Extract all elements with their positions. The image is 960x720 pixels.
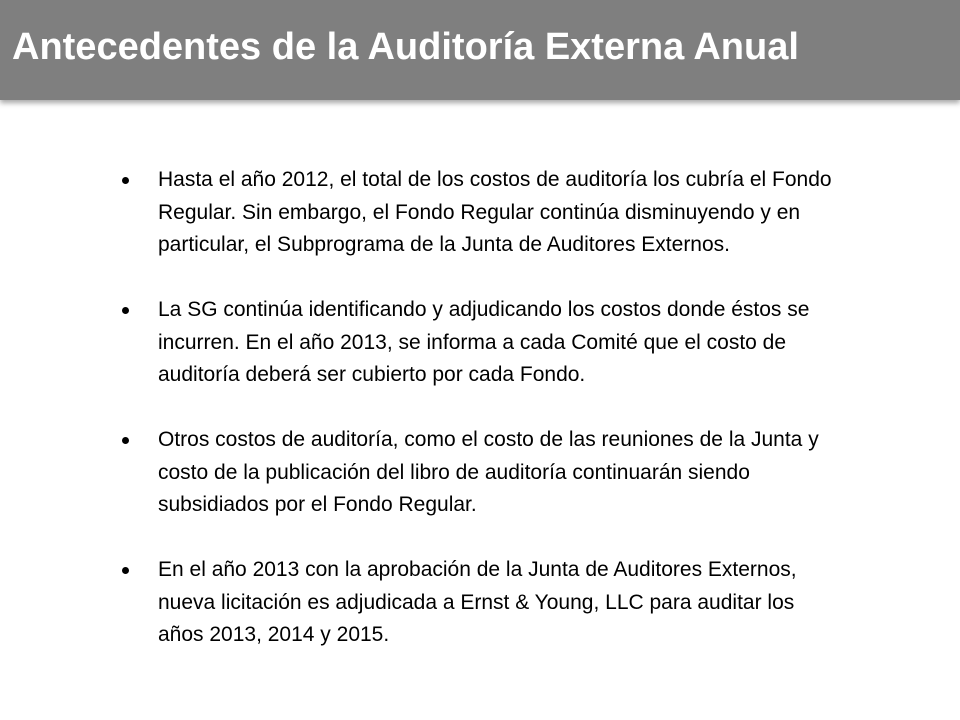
bullet-dot-icon — [122, 177, 129, 184]
bullet-dot-icon — [122, 307, 129, 314]
bullet-item — [118, 554, 838, 652]
bullet-text: La SG continúa identificando y adjudicando los costos donde éstos se incurren. En el año 2013, se informa a cada Comité que el costo de auditoría deberá ser cubierto por cada Fondo. — [158, 298, 810, 386]
bullet-text: En el año 2013 con la aprobación de la Junta de Auditores Externos, nueva licitación es adjudicada a Ernst & Young, LLC para auditar los años 2013, 2014 y 2015. — [158, 558, 797, 646]
bullet-text: Otros costos de auditoría, como el costo de las reuniones de la Junta y costo de la publicación del libro de auditoría continuarán siendo subsidiados por el Fondo Regular. — [158, 428, 819, 516]
bullet-item — [118, 424, 838, 522]
bullet-item — [118, 294, 838, 392]
bullet-dot-icon — [122, 437, 129, 444]
bullet-item — [118, 164, 838, 262]
title-bar — [0, 0, 960, 100]
bullet-text: Hasta el año 2012, el total de los costos de auditoría los cubría el Fondo Regular. Sin embargo, el Fondo Regular continúa disminuyendo y en particular, el Subprograma de la Junta de Auditores Externos. — [158, 168, 832, 256]
bullet-list — [118, 164, 838, 652]
slide-content — [118, 164, 838, 652]
bullet-dot-icon — [122, 567, 129, 574]
slide-title: Antecedentes de la Auditoría Externa Anual — [12, 26, 799, 68]
